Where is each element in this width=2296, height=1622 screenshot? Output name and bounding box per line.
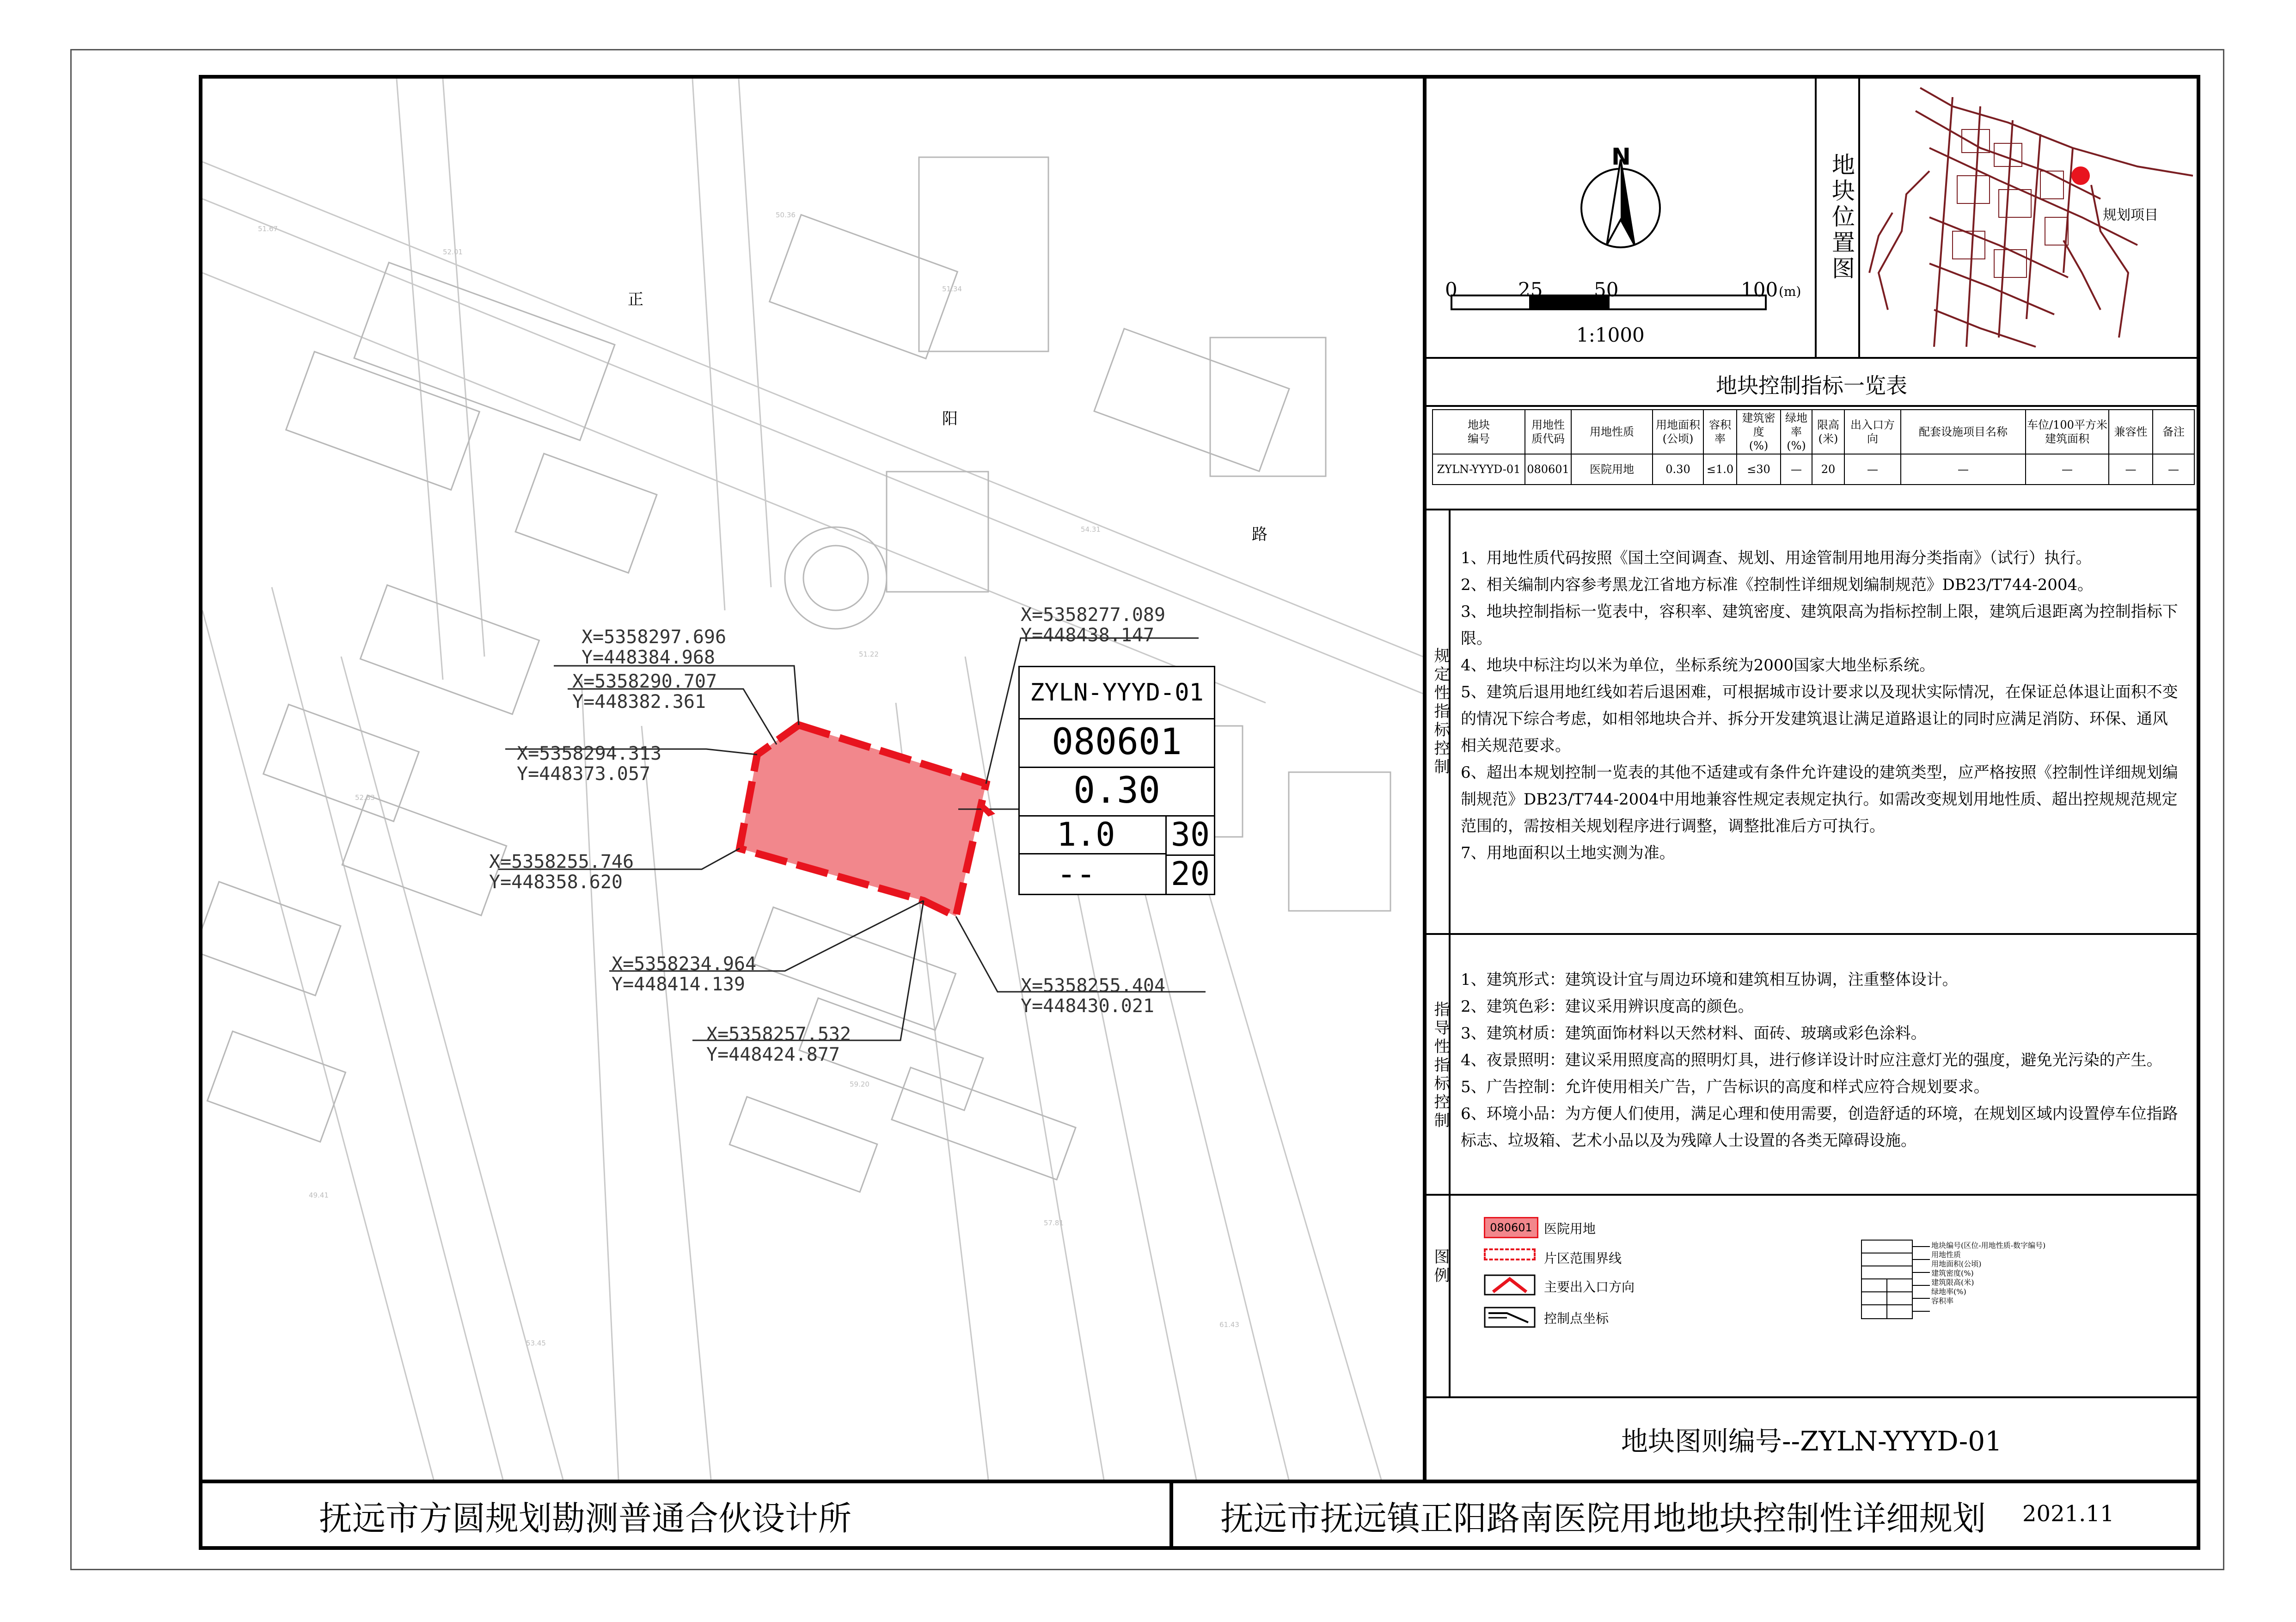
svg-text:52.83: 52.83 (355, 793, 375, 802)
legend-key-diagram (1861, 1239, 1930, 1322)
legend-key-label: 用地性质 (1931, 1250, 1961, 1259)
plot-height-limit: 20 (1170, 855, 1210, 893)
control-point-coord: X=5358294.313 Y=448373.057 (517, 743, 662, 785)
guidance-item: 6、环境小品：为方便人们使用，满足心理和使用需要，创造舒适的环境，在规划区域内设置停车位指路标志、垃圾箱、艺术小品以及为残障人士设置的各类无障碍设施。 (1461, 1105, 2178, 1150)
control-point-coord: X=5358255.746 Y=448358.620 (489, 851, 634, 893)
cadastral-map (202, 79, 1423, 1480)
control-point-coord: X=5358277.089 Y=448438.147 (1021, 604, 1166, 646)
table-cell: 20 (1812, 454, 1844, 485)
svg-text:61.43: 61.43 (1219, 1321, 1239, 1329)
panel-divider (1423, 75, 1427, 1480)
regulatory-item: 7、用地面积以土地实测为准。 (1461, 844, 1675, 862)
control-point-coord: X=5358257.532 Y=448424.877 (706, 1024, 851, 1065)
guidance-notes (1461, 966, 2182, 1154)
guidance-item: 4、夜景照明：建议采用照度高的照明灯具，进行修详设计时应注意灯光的强度，避免光污染的产生。 (1461, 1051, 2162, 1069)
divider (1427, 357, 2197, 359)
legend-key-label: 地块编号(区位-用地性质-数字编号) (1931, 1241, 2046, 1250)
road-name-char: 路 (1252, 525, 1267, 544)
control-index-table (1432, 409, 2195, 485)
company-name: 抚远市方圆规划勘测普通合伙设计所 (319, 1499, 852, 1538)
table-cell: 0.30 (1653, 454, 1703, 485)
legend-item-label: 片区范围界线 (1544, 1251, 1622, 1266)
regulatory-notes (1461, 545, 2182, 866)
table-header: 配套设施项目名称 (1901, 410, 2026, 454)
svg-text:51.34: 51.34 (942, 285, 962, 293)
plot-area: 0.30 (1020, 767, 1214, 817)
guidance-item: 3、建筑材质：建筑面饰材料以天然材料、面砖、玻璃或彩色涂料。 (1461, 1024, 1927, 1043)
legend-label: 图例 (1431, 1248, 1450, 1285)
svg-text:51.22: 51.22 (859, 650, 879, 658)
scale-ratio: 1:1000 (1576, 324, 1645, 346)
project-label: 规划项目 (2103, 207, 2158, 223)
compass-scale-section (1427, 79, 1815, 357)
drawing-date: 2021.11 (2022, 1501, 2114, 1527)
legend-key-label: 绿地率(%) (1931, 1287, 1966, 1296)
location-map (1860, 79, 2197, 357)
divider (1427, 405, 2197, 407)
regulatory-item: 2、相关编制内容参考黑龙江省地方标准《控制性详细规划编制规范》DB23/T744-2004。 (1461, 576, 2094, 594)
road-name-char: 正 (628, 290, 643, 309)
table-cell: ZYLN-YYYD-01 (1433, 454, 1525, 485)
table-cell: 医院用地 (1571, 454, 1653, 485)
svg-text:50.36: 50.36 (776, 211, 796, 219)
regulatory-item: 1、用地性质代码按照《国土空间调查、规划、用途管制用地用海分类指南》（试行）执行。 (1461, 549, 2092, 567)
scale-tick-label: 50 (1594, 278, 1619, 301)
svg-text:49.41: 49.41 (309, 1191, 329, 1199)
legend-item-label: 控制点坐标 (1544, 1311, 1609, 1326)
legend-key-label: 用地面积(公顷) (1931, 1260, 1982, 1268)
plot-density: 30 (1167, 815, 1214, 856)
scale-tick-label: 0 (1445, 278, 1457, 301)
table-cell: — (1844, 454, 1901, 485)
control-point-icon (1484, 1307, 1536, 1328)
table-header: 出入口方向 (1844, 410, 1901, 454)
guidance-item: 5、广告控制：允许使用相关广告，广告标识的高度和样式应符合规划要求。 (1461, 1078, 1990, 1096)
table-cell: — (2026, 454, 2109, 485)
project-title: 抚远市抚远镇正阳路南医院用地地块控制性详细规划 (1220, 1499, 1986, 1538)
svg-text:53.45: 53.45 (526, 1339, 546, 1347)
svg-text:54.31: 54.31 (1081, 525, 1101, 534)
table-header: 建筑密度 (%) (1737, 410, 1781, 454)
table-header: 用地性 质代码 (1525, 410, 1571, 454)
legend-swatch-boundary (1484, 1248, 1536, 1260)
control-point-coord: X=5358297.696 Y=448384.968 (582, 627, 727, 668)
table-header: 车位/100平方米 建筑面积 (2026, 410, 2109, 454)
scale-tick-label: 100 (1741, 278, 1778, 301)
index-table-title: 地块控制指标一览表 (1716, 373, 1907, 398)
regulatory-label: 规定性指标控制 (1431, 647, 1450, 777)
table-header: 容积率 (1703, 410, 1737, 454)
legend-item-label: 主要出入口方向 (1544, 1279, 1635, 1295)
divider (1427, 1396, 2197, 1398)
divider (1427, 1194, 2197, 1196)
project-location-marker (2071, 166, 2090, 185)
location-map-title: 地块位置图 (1828, 153, 1855, 282)
table-cell: 080601 (1525, 454, 1571, 485)
svg-text:59.20: 59.20 (850, 1080, 869, 1088)
table-header: 绿地率 (%) (1781, 410, 1812, 454)
plot-indicator-box (1018, 666, 1215, 895)
table-cell: — (2109, 454, 2153, 485)
table-header: 兼容性 (2109, 410, 2153, 454)
legend-key-label: 建筑限高(米) (1931, 1278, 1974, 1287)
regulatory-item: 5、建筑后退用地红线如若后退困难，可根据城市设计要求以及现状实际情况，在保证总体退让面积不变的情况下综合考虑，如相邻地块合并、拆分开发建筑退让满足道路退让的同时应满足消防、环保、通风相关规范要求。 (1461, 683, 2178, 755)
divider (1427, 933, 2197, 935)
drawing-number: 地块图则编号--ZYLN-YYYD-01 (1621, 1425, 2002, 1457)
control-point-coord: X=5358255.404 Y=448430.021 (1021, 975, 1166, 1017)
footer-divider (1169, 1480, 1173, 1550)
plot-far: 1.0 (1020, 815, 1167, 854)
legend-key-label: 建筑密度(%) (1931, 1269, 1974, 1278)
table-cell: — (1781, 454, 1812, 485)
divider (1427, 509, 2197, 510)
control-point-coord: X=5358234.964 Y=448414.139 (612, 953, 757, 995)
table-header: 限高 (米) (1812, 410, 1844, 454)
regulatory-item: 6、超出本规划控制一览表的其他不适建或有条件允许建设的建筑类型，应严格按照《控制性详细规划编制规范》DB23/T744-2004中用地兼容性规定表规定执行。如需改变规划用地性质、超出控规规范规定范围的，需按相关规划程序进行调整，调整批准后方可执行。 (1461, 763, 2178, 836)
plot-id: ZYLN-YYYD-01 (1020, 667, 1214, 719)
legend-item-label: 医院用地 (1544, 1221, 1596, 1236)
table-header: 用地面积 (公顷) (1653, 410, 1703, 454)
table-row (1433, 454, 2194, 485)
legend-key-label: 容积率 (1931, 1296, 1954, 1305)
road-name-char: 阳 (942, 410, 958, 428)
regulatory-item: 3、地块控制指标一览表中，容积率、建筑密度、建筑限高为指标控制上限，建筑后退距离为控制指标下限。 (1461, 602, 2178, 648)
table-cell: ≤1.0 (1703, 454, 1737, 485)
north-label: N (1611, 143, 1631, 170)
table-cell: ≤30 (1737, 454, 1781, 485)
footer-divider (199, 1480, 2200, 1483)
control-point-coord: X=5358290.707 Y=448382.361 (572, 671, 717, 713)
regulatory-item: 4、地块中标注均以米为单位，坐标系统为2000国家大地坐标系统。 (1461, 656, 1935, 675)
legend-swatch-hospital: 080601 (1484, 1217, 1538, 1238)
plot-overlay (202, 79, 1423, 1480)
guidance-item: 1、建筑形式：建筑设计宜与周边环境和建筑相互协调，注重整体设计。 (1461, 971, 1958, 989)
plot-landuse-code: 080601 (1020, 718, 1214, 768)
scale-unit: (m) (1779, 284, 1801, 299)
scale-tick-label: 25 (1518, 278, 1543, 301)
svg-text:51.67: 51.67 (258, 225, 278, 233)
table-cell: — (2153, 454, 2194, 485)
plot-greening: -- (1020, 854, 1167, 894)
legend-key-labels (1931, 1241, 2045, 1306)
table-cell: — (1901, 454, 2026, 485)
entrance-arrow-icon (1484, 1274, 1536, 1296)
table-header-row (1433, 410, 2194, 454)
table-header: 用地性质 (1571, 410, 1653, 454)
table-header: 备注 (2153, 410, 2194, 454)
table-header: 地块 编号 (1433, 410, 1525, 454)
hospital-plot-polygon (740, 725, 986, 916)
svg-text:52.01: 52.01 (443, 248, 463, 256)
divider (1815, 75, 1817, 357)
svg-text:57.81: 57.81 (1044, 1219, 1064, 1227)
guidance-label: 指导性指标控制 (1431, 1001, 1450, 1130)
guidance-item: 2、建筑色彩：建议采用辨识度高的颜色。 (1461, 997, 1754, 1016)
